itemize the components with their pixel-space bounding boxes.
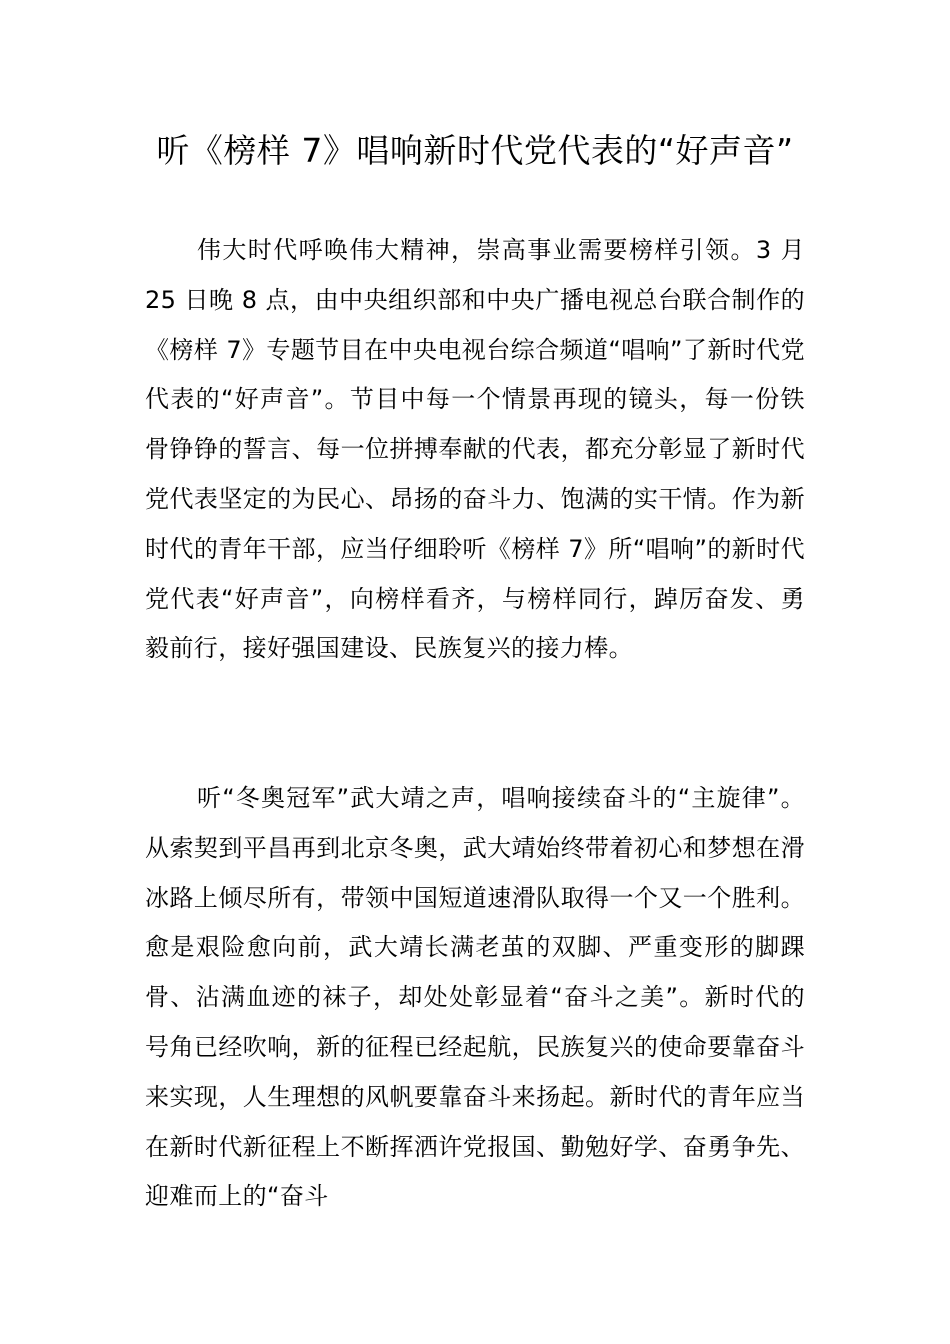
document-title: 听《榜样 7》唱响新时代党代表的“好声音” (156, 131, 794, 170)
paragraph-intro: 伟大时代呼唤伟大精神，崇高事业需要榜样引领。3 月 25 日晚 8 点，由中央组织部和中央广播电视总台联合制作的《榜样 7》专题节目在中央电视台综合频道“唱响”了新时代党代表的“好声音”。节目中每一个情景再现的镜头，每一份铁骨铮铮的誓言、每一位拼搏奉献的代表，都充分彰显了新时代党代表坚定的为民心、昂扬的奋斗力、饱满的实干情。作为新时代的青年干部，应当仔细聆听《榜样 7》所“唱响”的新时代党代表“好声音”，向榜样看齐，与榜样同行，踔厉奋发、勇毅前行，接好强国建设、民族复兴的接力棒。 (145, 236, 805, 663)
paragraph-wu-dajing: 听“冬奥冠军”武大靖之声，唱响接续奋斗的“主旋律”。从索契到平昌再到北京冬奥，武大靖始终带着初心和梦想在滑冰路上倾尽所有，带领中国短道速滑队取得一个又一个胜利。愈是艰险愈向前，武大靖长满老茧的双脚、严重变形的脚踝骨、沾满血迹的袜子，却处处彰显着“奋斗之美”。新时代的号角已经吹响，新的征程已经起航，民族复兴的使命要靠奋斗来实现，人生理想的风帆要靠奋斗来扬起。新时代的青年应当在新时代新征程上不断挥洒许党报国、勤勉好学、奋勇争先、迎难而上的“奋斗 (145, 784, 805, 1211)
